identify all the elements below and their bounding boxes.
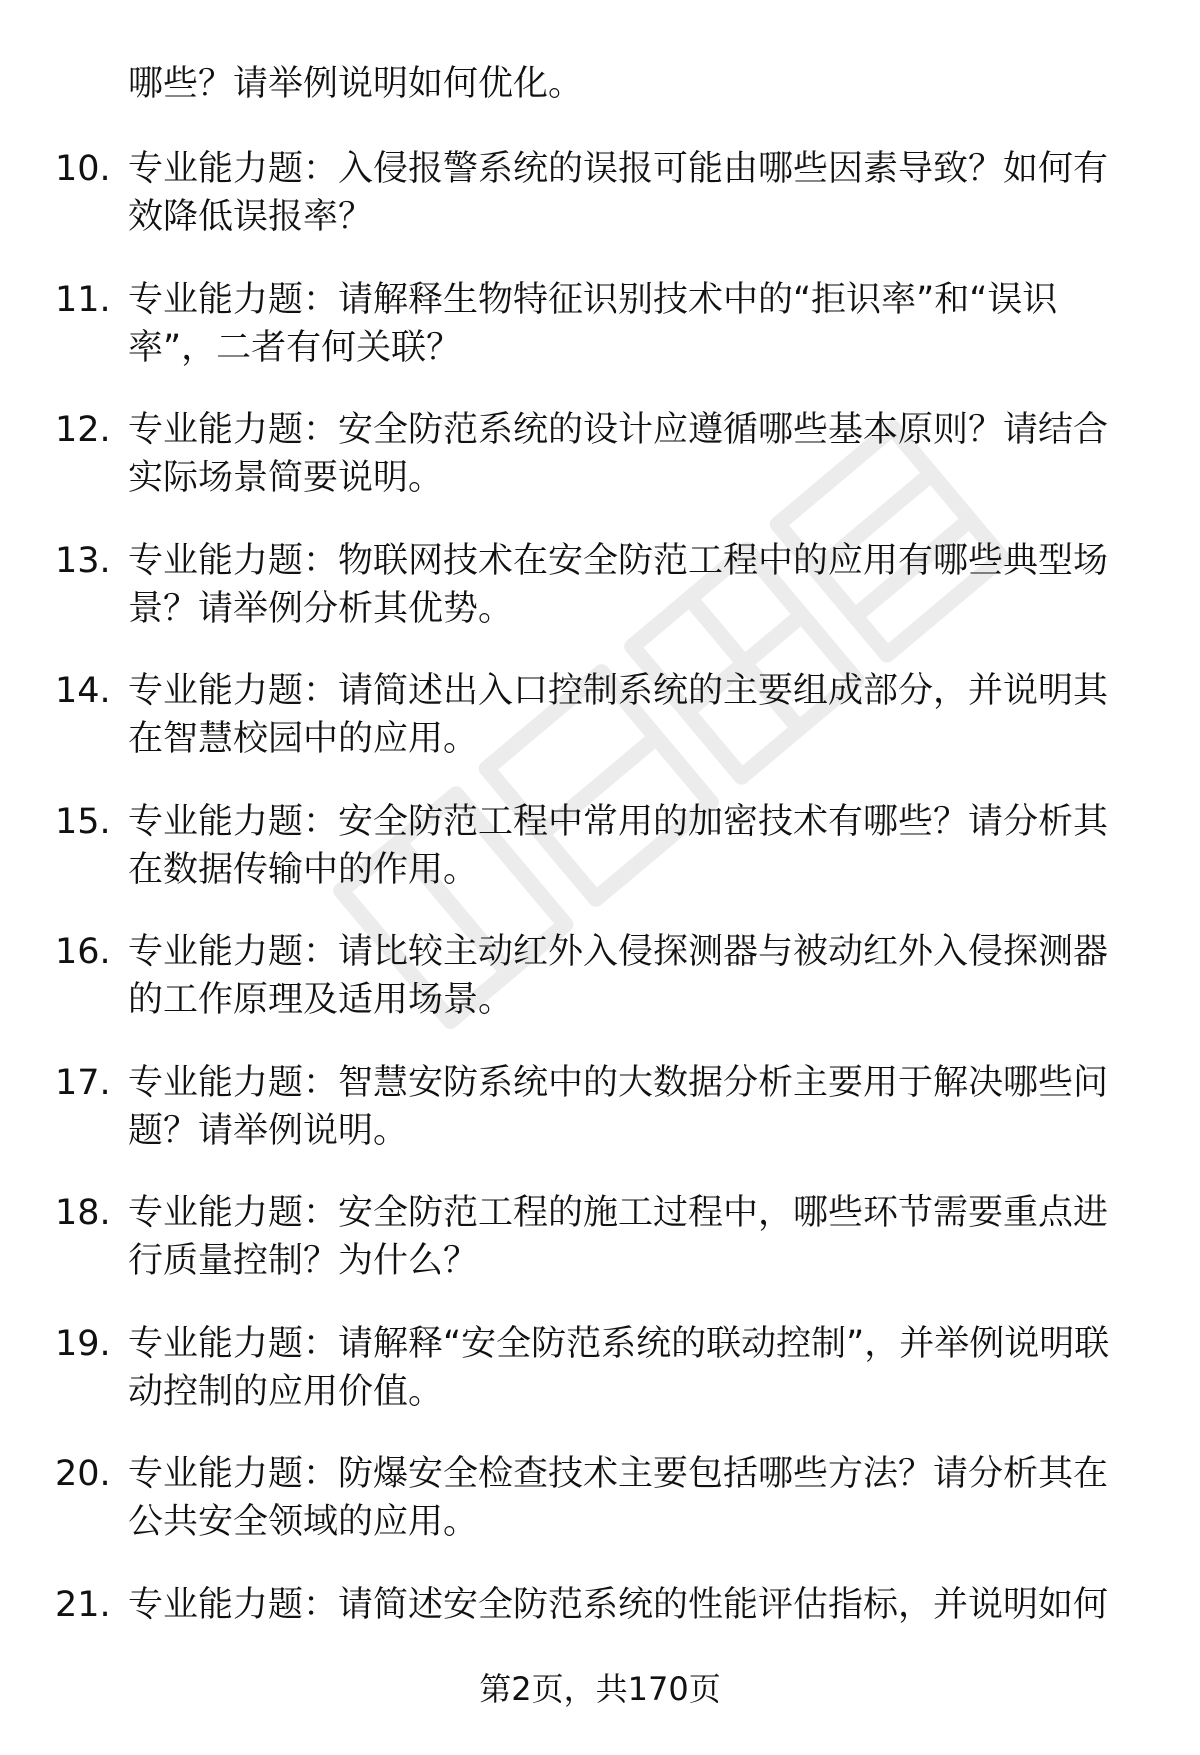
list-item (0, 1189, 1200, 1320)
question-text: 专业能力题：智慧安防系统中的大数据分析主要用于解决哪些问题？请举例说明。 (128, 1062, 1109, 1151)
page-footer: 第2页，共170页 (479, 1670, 721, 1708)
question-text: 专业能力题：请解释“安全防范系统的联动控制”，并举例说明联动控制的应用价值。 (128, 1323, 1110, 1412)
list-item (0, 406, 1200, 537)
question-text: 专业能力题：物联网技术在安全防范工程中的应用有哪些典型场景？请举例分析其优势。 (128, 540, 1109, 629)
question-list (0, 145, 1200, 1711)
question-text: 专业能力题：请简述安全防范系统的性能评估指标，并说明如何 (128, 1584, 1109, 1625)
question-text: 专业能力题：请解释生物特征识别技术中的“拒识率”和“误识率”，二者有何关联？ (128, 279, 1058, 368)
list-item (0, 276, 1200, 407)
question-text: 专业能力题：防爆安全检查技术主要包括哪些方法？请分析其在公共安全领域的应用。 (128, 1454, 1109, 1542)
question-number: 20. (55, 1454, 111, 1494)
question-number: 10. (55, 149, 111, 189)
question-number: 13. (55, 540, 111, 581)
question-number: 14. (55, 671, 111, 711)
list-item (0, 1320, 1200, 1451)
question-text: 专业能力题：安全防范系统的设计应遵循哪些基本原则？请结合实际场景简要说明。 (128, 410, 1109, 498)
question-number: 15. (55, 801, 111, 842)
question-number: 18. (55, 1193, 111, 1233)
list-item (0, 1059, 1200, 1190)
question-text: 专业能力题：请比较主动红外入侵探测器与被动红外入侵探测器的工作原理及适用场景。 (128, 932, 1109, 1020)
question-number: 12. (55, 410, 111, 450)
question-text: 专业能力题：安全防范工程中常用的加密技术有哪些？请分析其在数据传输中的作用。 (128, 801, 1109, 890)
question-text: 专业能力题：入侵报警系统的误报可能由哪些因素导致？如何有效降低误报率？ (128, 149, 1109, 237)
question-number: 17. (55, 1062, 111, 1103)
list-item (0, 667, 1200, 798)
list-item (0, 1450, 1200, 1581)
list-item (0, 537, 1200, 668)
question-number: 21. (55, 1584, 111, 1625)
question-number: 16. (55, 932, 111, 972)
list-item (0, 798, 1200, 929)
continuation-text: 哪些？请举例说明如何优化。 (128, 64, 584, 104)
question-text: 专业能力题：安全防范工程的施工过程中，哪些环节需要重点进行质量控制？为什么？ (128, 1193, 1109, 1281)
list-item (0, 928, 1200, 1059)
question-number: 19. (55, 1323, 111, 1364)
question-text: 专业能力题：请简述出入口控制系统的主要组成部分，并说明其在智慧校园中的应用。 (128, 671, 1109, 759)
list-item (0, 145, 1200, 276)
question-number: 11. (55, 279, 111, 320)
